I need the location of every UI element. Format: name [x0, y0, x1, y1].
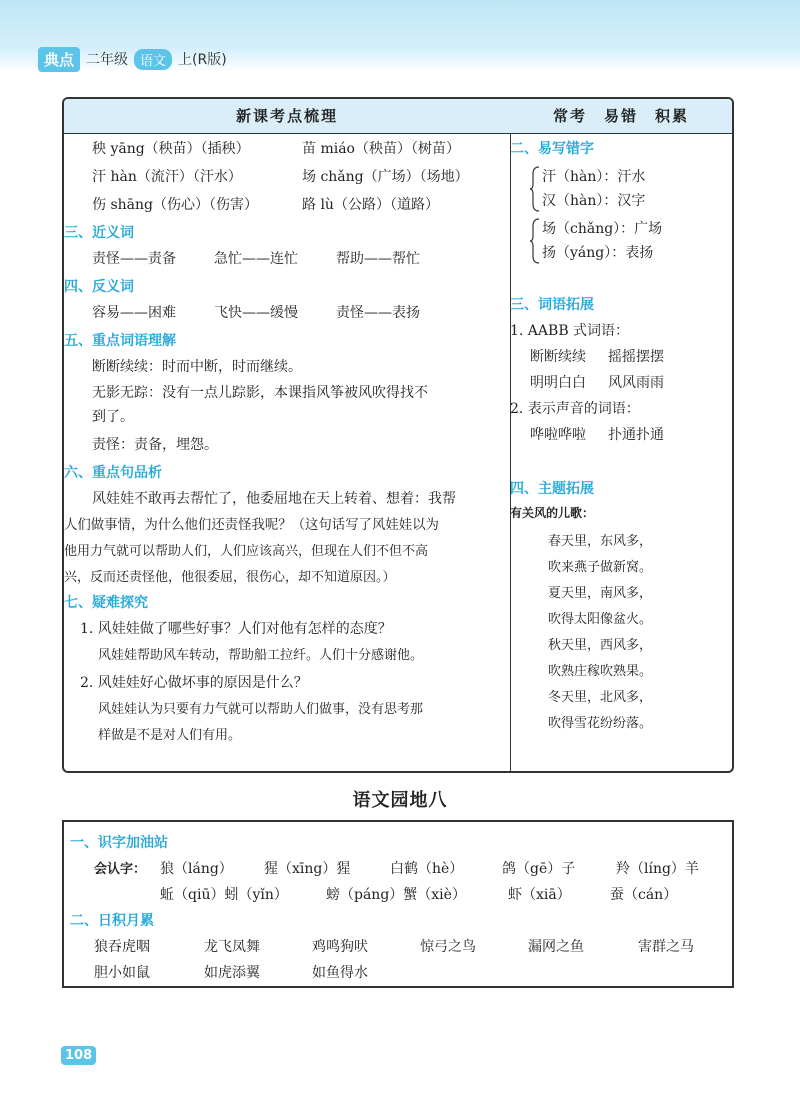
poem-title: 有关风的儿歌： [510, 506, 595, 520]
idiom: 鸡鸣狗吠 [312, 939, 368, 955]
answer: 样做是不是对人们有用。 [98, 728, 242, 743]
garden-title: 语文园地八 [352, 790, 448, 811]
idiom: 胆小如鼠 [94, 965, 150, 981]
accumulation-heading: 常考 易错 积累 [510, 99, 732, 134]
synonym: 责怪——责备 [92, 251, 176, 267]
subject-badge: 语文 [134, 49, 172, 70]
sound-word: 哗啦哗啦 [530, 427, 586, 443]
idiom: 漏网之鱼 [528, 939, 584, 955]
char-pair: 扬（yáng）：表扬 [542, 245, 654, 261]
idiom: 惊弓之鸟 [420, 939, 476, 955]
idiom: 龙飞凤舞 [204, 939, 260, 955]
paragraph-line: 人们做事情，为什么他们还责怪我呢？（这句话写了风娃娃以为 [64, 518, 439, 533]
book-header [38, 46, 227, 72]
page-number: 108 [61, 1046, 96, 1065]
definition: 到了。 [92, 409, 134, 425]
antonym: 责怪——表扬 [336, 305, 420, 321]
section-synonyms: 三、近义词 [64, 225, 134, 241]
key-points-heading: 新课考点梳理 [64, 99, 510, 134]
aabb-word: 摇摇摆摆 [608, 349, 664, 365]
antonym: 飞快——缓慢 [214, 305, 298, 321]
recognize-label: 会认字： [94, 862, 147, 877]
char-pair: 汉（hàn）：汉字 [542, 193, 646, 209]
char-item: 狼（láng） [160, 861, 233, 877]
section-difficult-questions: 七、疑难探究 [64, 595, 148, 611]
char-pair: 场（chǎng）：广场 [542, 221, 663, 237]
question: 1. 风娃娃做了哪些好事？人们对他有怎样的态度？ [80, 621, 392, 637]
paragraph-line: 风娃娃不敢再去帮忙了，他委屈地在天上转着、想着：我帮 [92, 491, 456, 507]
char-item: 鸽（gē）子 [502, 861, 576, 877]
aabb-word: 风风雨雨 [608, 375, 664, 391]
section-error-prone-chars: 二、易写错字 [510, 141, 594, 157]
edition-label: 上(R版) [178, 52, 227, 68]
answer: 风娃娃认为只要有力气就可以帮助人们做事，没有思考那 [98, 702, 424, 717]
word-row: 汗 hàn（流汗）（汗水） [92, 169, 242, 185]
idiom: 狼吞虎咽 [94, 939, 150, 955]
word-row: 场 chǎng（广场）（场地） [302, 169, 469, 185]
poem-line: 吹得雪花纷纷落。 [548, 716, 653, 731]
char-item: 虾（xiā） [508, 887, 571, 903]
answer: 风娃娃帮助风车转动，帮助船工拉纤。人们十分感谢他。 [98, 648, 424, 663]
poem-line: 夏天里，南风多， [548, 586, 653, 601]
section-word-meaning: 五、重点词语理解 [64, 333, 176, 349]
list-item: 1. AABB 式词语： [510, 323, 630, 339]
char-item: 蚕（cán） [610, 887, 678, 903]
brace-icon [530, 218, 540, 264]
synonym: 急忙——连忙 [214, 251, 298, 267]
paragraph-line: 兴，反而还责怪他，他很委屈，很伤心，却不知道原因。） [64, 570, 396, 585]
word-row: 路 lù（公路）（道路） [302, 197, 439, 213]
char-item: 猩（xīng）猩 [264, 861, 351, 877]
definition: 责怪：责备，埋怨。 [92, 437, 218, 453]
antonym: 容易——困难 [92, 305, 176, 321]
key-points-column [64, 99, 511, 771]
paragraph-line: 他用力气就可以帮助人们，人们应该高兴，但现在人们不但不高 [64, 544, 429, 559]
section-literacy-station: 一、识字加油站 [70, 835, 168, 851]
char-item: 蚯（qiū）蚓（yǐn） [160, 887, 288, 903]
char-item: 白鹤（hè） [390, 861, 464, 877]
brace-icon [530, 166, 540, 212]
idiom: 如鱼得水 [312, 965, 368, 981]
poem-line: 吹来燕子做新窝。 [548, 560, 653, 575]
word-row: 苗 miáo（秧苗）（树苗） [302, 141, 460, 157]
grade-label: 二年级 [86, 52, 129, 68]
accumulation-column [510, 99, 732, 771]
poem-line: 冬天里，北风多， [548, 690, 653, 705]
section-word-expansion: 三、词语拓展 [510, 297, 594, 313]
word-row: 秧 yāng（秧苗）（插秧） [92, 141, 250, 157]
word-row: 伤 shāng（伤心）（伤害） [92, 197, 258, 213]
section-daily-accumulation: 二、日积月累 [70, 913, 154, 929]
section-sentence-analysis: 六、重点句品析 [64, 465, 162, 481]
synonym: 帮助——帮忙 [336, 251, 420, 267]
question: 2. 风娃娃好心做坏事的原因是什么？ [80, 675, 308, 691]
poem-line: 秋天里，西风多， [548, 638, 653, 653]
char-pair: 汗（hàn）：汗水 [542, 169, 646, 185]
idiom: 如虎添翼 [204, 965, 260, 981]
lesson-summary-box [62, 97, 734, 773]
definition: 无影无踪：没有一点儿踪影，本课指风筝被风吹得找不 [92, 385, 428, 401]
char-item: 羚（líng）羊 [616, 861, 699, 877]
section-theme-expansion: 四、主题拓展 [510, 481, 594, 497]
sound-word: 扑通扑通 [608, 427, 664, 443]
aabb-word: 明明白白 [530, 375, 586, 391]
poem-line: 吹得太阳像盆火。 [548, 612, 653, 627]
garden-box [62, 820, 734, 988]
char-item: 螃（páng）蟹（xiè） [326, 887, 466, 903]
list-item: 2. 表示声音的词语： [510, 401, 640, 417]
definition: 断断续续：时而中断，时而继续。 [92, 359, 302, 375]
poem-line: 春天里，东风多， [548, 534, 653, 549]
poem-line: 吹熟庄稼吹熟果。 [548, 664, 653, 679]
section-antonyms: 四、反义词 [64, 279, 134, 295]
aabb-word: 断断续续 [530, 349, 586, 365]
idiom: 害群之马 [638, 939, 694, 955]
brand-logo: 典点 [38, 47, 80, 72]
